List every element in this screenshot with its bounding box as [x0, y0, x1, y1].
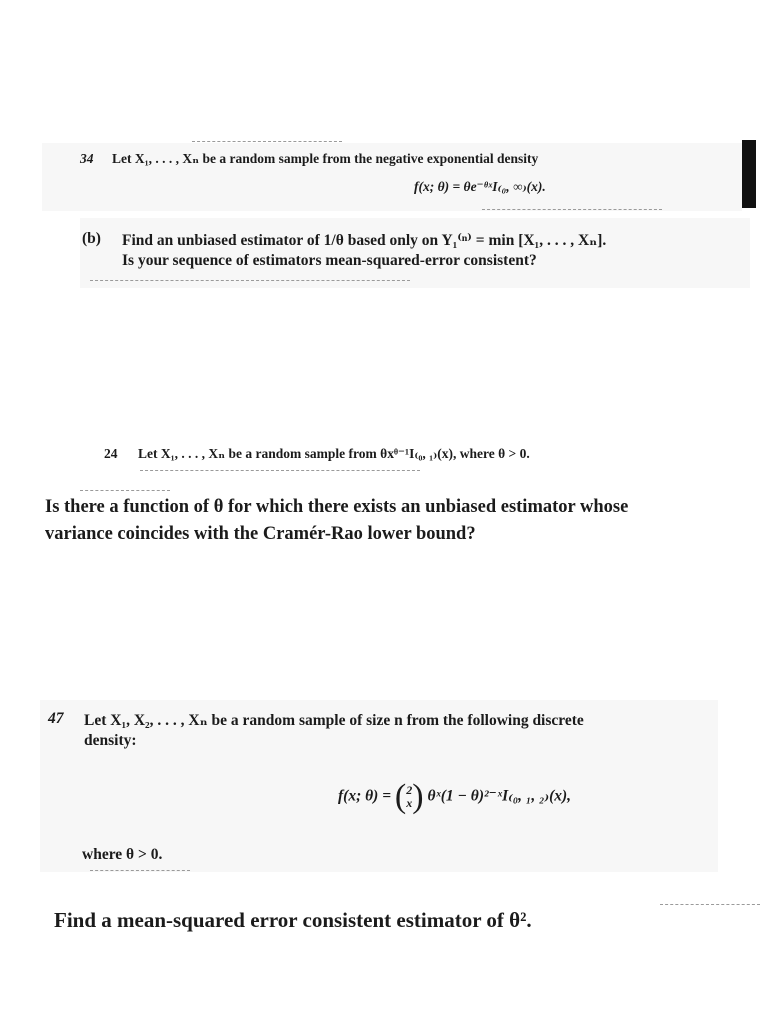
problem-number: 34 [80, 151, 94, 166]
problem-number: 47 [48, 710, 64, 727]
divider [90, 870, 190, 871]
fragment-problem-24 [100, 440, 660, 480]
problem-number: 24 [104, 446, 118, 461]
fragment-part-b [80, 218, 750, 288]
divider [660, 904, 760, 905]
formula-lhs: f(x; θ) = [338, 787, 392, 805]
question-line-1: Is there a function of θ for which there exists an unbiased estimator whose [45, 497, 629, 517]
binom-bottom: x [406, 796, 413, 810]
question-text: Find a mean-squared error consistent estimator of θ². [54, 908, 532, 932]
formula-rhs: θˣ(1 − θ)²⁻ˣI₍₀, ₁, ₂₎(x), [427, 787, 572, 805]
problem-text: Let X₁, . . . , Xₙ be a random sample from θxᶿ⁻¹I₍₀, ₁₎(x), where θ > 0. [138, 446, 530, 461]
fragment-cramer-rao-question [40, 488, 750, 554]
part-label: (b) [82, 230, 101, 247]
density-formula [338, 780, 571, 814]
where-clause: where θ > 0. [82, 846, 163, 863]
fragment-mse-question [40, 900, 760, 950]
binomial-coefficient: ( 2 x ) [394, 778, 424, 815]
question-line-2: variance coincides with the Cramér-Rao lower bound? [45, 524, 476, 544]
fragment-problem-47 [40, 700, 718, 872]
problem-text-line-1: Find an unbiased estimator of 1/θ based only on Y₁⁽ⁿ⁾ = min [X₁, . . . , Xₙ]. [122, 232, 607, 249]
fragment-problem-34 [42, 143, 742, 211]
problem-text-line-2: Is your sequence of estimators mean-squared-error consistent? [122, 252, 537, 269]
divider [140, 470, 420, 471]
black-bar [742, 140, 756, 208]
divider [80, 490, 170, 491]
divider [482, 209, 662, 210]
problem-text-line-2: density: [84, 732, 137, 749]
problem-text: Let X₁, . . . , Xₙ be a random sample from the negative exponential density [112, 151, 539, 166]
binom-top: 2 [406, 783, 413, 797]
divider [90, 280, 410, 281]
formula: f(x; θ) = θe⁻ᶿˣI₍₀, ∞₎(x). [414, 179, 546, 194]
divider [192, 141, 342, 142]
problem-text-line-1: Let X₁, X₂, . . . , Xₙ be a random sample of size n from the following discrete [84, 712, 584, 729]
